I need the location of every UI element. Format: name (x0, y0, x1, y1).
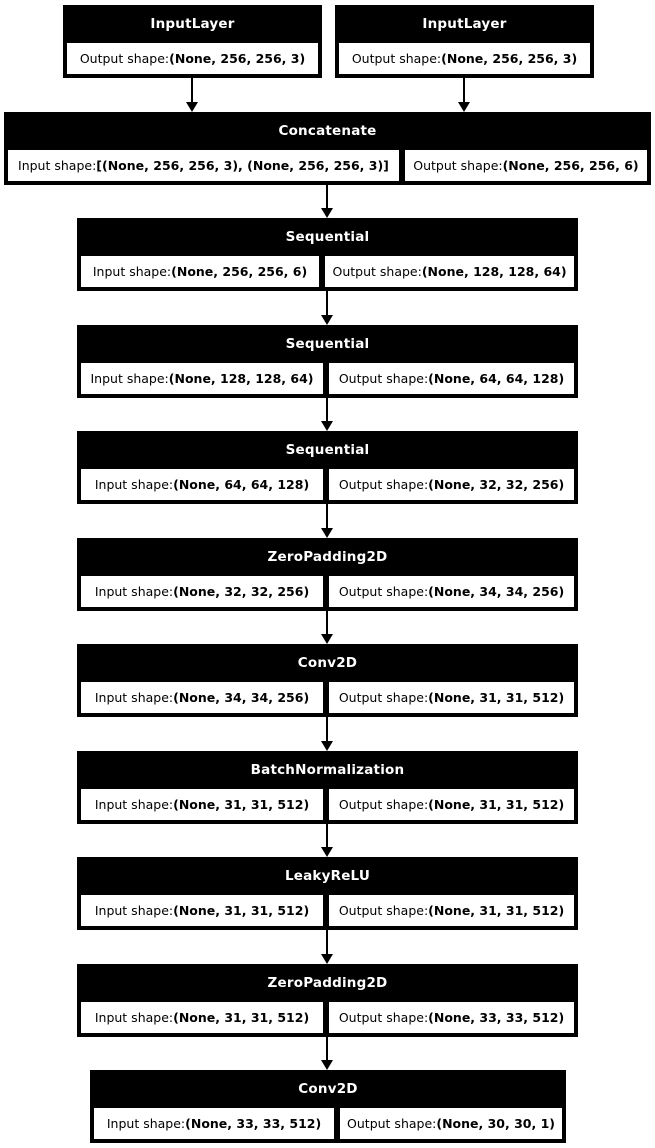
node-body (90, 1107, 566, 1140)
shape-label: Output shape: (338, 477, 429, 492)
edge-line (326, 930, 328, 955)
shape-label: Input shape: (94, 797, 174, 812)
shape-value: (None, 64, 64, 128) (173, 477, 310, 492)
edge-arrowhead (186, 102, 198, 112)
shape-value: (None, 31, 31, 512) (428, 690, 565, 705)
shape-value: (None, 31, 31, 512) (428, 797, 565, 812)
node-concatenate (4, 112, 651, 185)
layer-type-label: InputLayer (422, 15, 507, 32)
shape-label: Output shape: (332, 264, 422, 279)
shape-label: Input shape: (94, 477, 174, 492)
node-inputlayer-1 (63, 5, 322, 78)
edge-arrowhead (458, 102, 470, 112)
output-shape-cell (328, 788, 575, 821)
edge-arrowhead (321, 847, 333, 857)
shape-label: Output shape: (338, 690, 429, 705)
layer-type-label: ZeroPadding2D (267, 974, 388, 991)
edge-arrowhead (321, 954, 333, 964)
shape-value: (None, 33, 33, 512) (185, 1116, 322, 1131)
edge-line (191, 78, 193, 103)
edge-arrowhead (321, 208, 333, 218)
input-shape-cell (93, 1107, 335, 1140)
edge-arrow-sequential2-sequential3 (321, 398, 333, 431)
edge-line (326, 185, 328, 209)
input-shape-cell (80, 362, 324, 395)
node-body (77, 468, 578, 501)
node-body (4, 149, 651, 182)
node-sequential-3 (77, 431, 578, 504)
layer-type-label: InputLayer (150, 15, 235, 32)
shape-value: (None, 34, 34, 256) (173, 690, 310, 705)
output-shape-cell (328, 681, 575, 714)
input-shape-cell (80, 894, 324, 927)
node-zeropadding2d-1 (77, 538, 578, 611)
edge-line (326, 398, 328, 422)
edge-arrow-zeropadding2-conv2 (321, 1037, 333, 1070)
output-shape-cell (328, 575, 575, 608)
input-shape-cell (80, 468, 324, 501)
shape-label: Output shape: (338, 371, 429, 386)
edge-line (326, 504, 328, 529)
shape-value: [(None, 256, 256, 3), (None, 256, 256, 3)] (96, 158, 389, 173)
node-body (77, 681, 578, 714)
output-shape-cell (324, 255, 575, 288)
node-batchnormalization (77, 751, 578, 824)
input-shape-cell (7, 149, 400, 182)
shape-label: Input shape: (90, 371, 169, 386)
node-body (77, 362, 578, 395)
node-conv2d-1 (77, 644, 578, 717)
node-body (77, 255, 578, 288)
edge-arrow-concatenate-sequential1 (321, 185, 333, 218)
node-body (63, 42, 322, 75)
edge-arrow-sequential3-zeropadding1 (321, 504, 333, 538)
shape-value: (None, 32, 32, 256) (173, 584, 310, 599)
edge-arrow-input2-concatenate (458, 78, 470, 112)
shape-value: (None, 30, 30, 1) (436, 1116, 555, 1131)
shape-value: (None, 32, 32, 256) (428, 477, 565, 492)
input-shape-cell (80, 255, 320, 288)
shape-label: Output shape: (413, 158, 503, 173)
shape-label: Input shape: (92, 264, 172, 279)
shape-label: Output shape: (338, 584, 429, 599)
edge-line (326, 717, 328, 742)
shape-value: (None, 256, 256, 3) (169, 51, 306, 66)
shape-value: (None, 31, 31, 512) (173, 903, 310, 918)
shape-label: Output shape: (338, 903, 429, 918)
edge-line (463, 78, 465, 103)
output-shape-cell (66, 42, 319, 75)
node-body (77, 1001, 578, 1034)
shape-value: (None, 31, 31, 512) (173, 1010, 310, 1025)
output-shape-cell (338, 42, 591, 75)
shape-label: Output shape: (79, 51, 170, 66)
shape-label: Output shape: (351, 51, 442, 66)
layer-type-label: Conv2D (297, 654, 358, 671)
layer-type-label: Sequential (285, 335, 370, 352)
shape-label: Input shape: (106, 1116, 186, 1131)
layer-type-label: Sequential (285, 228, 370, 245)
shape-label: Output shape: (338, 1010, 429, 1025)
input-shape-cell (80, 788, 324, 821)
shape-label: Output shape: (338, 797, 429, 812)
input-shape-cell (80, 681, 324, 714)
shape-value: (None, 64, 64, 128) (428, 371, 565, 386)
edge-line (326, 291, 328, 316)
shape-value: (None, 256, 256, 6) (502, 158, 639, 173)
edge-arrow-input1-concatenate (186, 78, 198, 112)
edge-arrowhead (321, 528, 333, 538)
edge-line (326, 611, 328, 635)
shape-value: (None, 34, 34, 256) (428, 584, 565, 599)
layer-type-label: LeakyReLU (284, 867, 371, 884)
edge-arrowhead (321, 741, 333, 751)
edge-arrow-sequential1-sequential2 (321, 291, 333, 325)
node-sequential-2 (77, 325, 578, 398)
node-body (335, 42, 594, 75)
shape-value: (None, 256, 256, 3) (441, 51, 578, 66)
shape-value: (None, 128, 128, 64) (421, 264, 567, 279)
edge-arrow-conv1-batchnorm (321, 717, 333, 751)
edge-arrowhead (321, 421, 333, 431)
node-leakyrelu (77, 857, 578, 930)
shape-value: (None, 31, 31, 512) (428, 903, 565, 918)
edge-line (326, 1037, 328, 1061)
edge-arrow-leakyrelu-zeropadding2 (321, 930, 333, 964)
edge-arrow-batchnorm-leakyrelu (321, 824, 333, 857)
layer-type-label: Conv2D (298, 1080, 358, 1097)
input-shape-cell (80, 575, 324, 608)
shape-value: (None, 128, 128, 64) (168, 371, 314, 386)
output-shape-cell (328, 362, 575, 395)
layer-type-label: BatchNormalization (250, 761, 405, 778)
layer-type-label: ZeroPadding2D (267, 548, 388, 565)
output-shape-cell (339, 1107, 563, 1140)
node-body (77, 788, 578, 821)
node-zeropadding2d-2 (77, 964, 578, 1037)
edge-arrowhead (321, 1060, 333, 1070)
node-body (77, 894, 578, 927)
layer-type-label: Sequential (285, 441, 370, 458)
layer-type-label: Concatenate (278, 122, 377, 139)
shape-value: (None, 256, 256, 6) (171, 264, 308, 279)
output-shape-cell (328, 1001, 575, 1034)
input-shape-cell (80, 1001, 324, 1034)
node-inputlayer-2 (335, 5, 594, 78)
edge-arrow-zeropadding1-conv1 (321, 611, 333, 644)
output-shape-cell (328, 894, 575, 927)
edge-arrowhead (321, 634, 333, 644)
edge-arrowhead (321, 315, 333, 325)
node-conv2d-2 (90, 1070, 566, 1143)
shape-label: Input shape: (94, 1010, 174, 1025)
shape-value: (None, 31, 31, 512) (173, 797, 310, 812)
shape-label: Input shape: (18, 158, 97, 173)
node-body (77, 575, 578, 608)
output-shape-cell (328, 468, 575, 501)
shape-label: Input shape: (94, 690, 174, 705)
edge-line (326, 824, 328, 848)
shape-label: Input shape: (94, 584, 174, 599)
output-shape-cell (404, 149, 648, 182)
node-sequential-1 (77, 218, 578, 291)
shape-label: Output shape: (347, 1116, 437, 1131)
shape-label: Input shape: (94, 903, 174, 918)
shape-value: (None, 33, 33, 512) (428, 1010, 565, 1025)
